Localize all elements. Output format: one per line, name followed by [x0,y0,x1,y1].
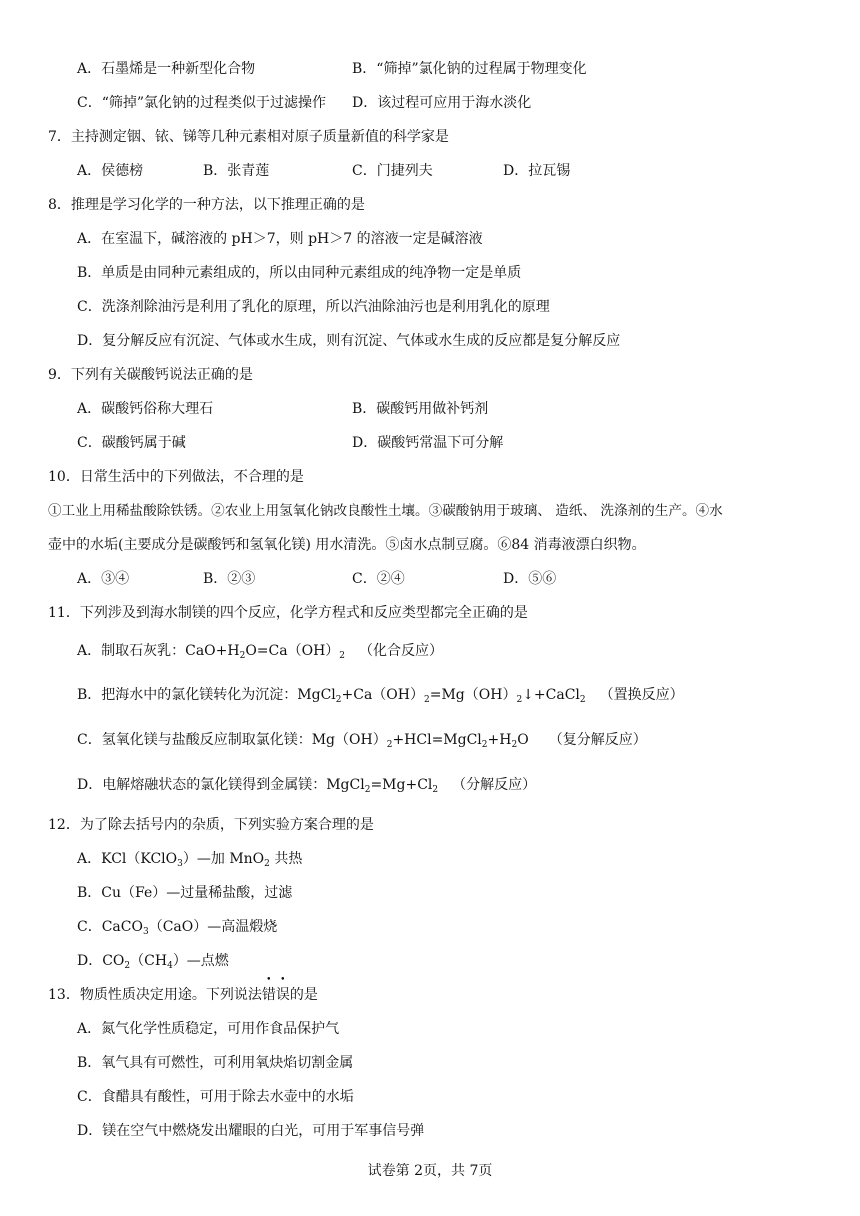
q8-option-b: B．单质是由同种元素组成的，所以由同种元素组成的纯净物一定是单质 [77,265,522,281]
q11-d-reaction-type: （分解反应） [452,777,537,793]
page-footer: 试卷第 2页，共 7页 [367,1163,493,1179]
q11-d-text: D．电解熔融状态的氯化镁得到金属镁：MgCl [77,777,365,793]
q9-option-a: A．碳酸钙俗称大理石 [77,401,214,417]
q7-option-d: D．拉瓦锡 [503,163,571,179]
q12-d-sub-2: 4 [167,961,173,971]
q10-body-line-1: ①工业上用稀盐酸除铁锈。②农业上用氢氧化钠改良酸性土壤。③碳酸钠用于玻璃、 造纸、 洗涤剂的生产。④水 [48,503,723,519]
q11-option-b [77,686,684,704]
q13-option-b: B．氧气具有可燃性，可利用氧炔焰切割金属 [77,1055,354,1071]
q13-stem-text: 13．物质性质决定用途。下列说法 [48,987,262,1003]
q11-a-sub-1: 2 [239,651,246,661]
q11-option-c [77,731,647,749]
q11-b-formula-1: +Ca（OH） [341,687,424,703]
q11-c-sub-3: 2 [511,740,518,750]
q11-c-text: C．氢氧化镁与盐酸反应制取氯化镁：Mg（OH） [77,732,387,748]
q13-stem-text-end: 的是 [289,987,318,1003]
q12-c-text-2: （CaO）—高温煅烧 [148,919,278,935]
q13-stem [48,986,318,1004]
q11-c-formula-1: +HCl=MgCl [392,732,482,748]
q7-option-c: C．门捷列夫 [352,163,433,179]
q9-stem: 9．下列有关碳酸钙说法正确的是 [48,367,253,383]
q13-option-d: D．镁在空气中燃烧发出耀眼的白光，可用于军事信号弹 [77,1123,425,1139]
q6-option-d: D．该过程可应用于海水淡化 [352,95,532,111]
q12-d-text: D．CO [77,953,125,969]
q12-c-sub-1: 3 [142,927,149,937]
q12-a-sub-1: 3 [177,859,183,869]
q11-b-text: B．把海水中的氯化镁转化为沉淀：MgCl [77,687,336,703]
q11-c-sub-1: 2 [386,740,393,750]
q8-option-a: A．在室温下，碱溶液的 pH＞7，则 pH＞7 的溶液一定是碱溶液 [77,231,483,247]
q11-c-sub-2: 2 [481,740,488,750]
q12-a-text-2: ）—加 MnO [182,851,265,867]
q11-a-formula: O=Ca（OH） [245,643,340,659]
q8-stem: 8．推理是学习化学的一种方法，以下推理正确的是 [48,197,365,213]
q12-a-text-3: 共热 [269,851,303,867]
q9-option-c: C．碳酸钙属于碱 [77,435,186,451]
q11-b-formula-2: =Mg（OH） [429,687,517,703]
q11-a-reaction-type: （化合反应） [359,643,444,659]
q10-option-d: D．⑤⑥ [503,571,557,587]
q13-option-c: C．食醋具有酸性，可用于除去水壶中的水垢 [77,1089,354,1105]
q12-c-text: C．CaCO [77,919,143,935]
q11-d-sub-2: 2 [432,785,439,795]
q12-stem: 12．为了除去括号内的杂质，下列实验方案合理的是 [48,817,374,833]
q11-a-text: A．制取石灰乳：CaO+H [77,643,240,659]
q9-option-b: B．碳酸钙用做补钙剂 [352,401,489,417]
q11-b-sub-2: 2 [424,695,430,705]
q11-c-reaction-type: （复分解反应） [548,732,647,748]
q8-option-c: C．洗涤剂除油污是利用了乳化的原理，所以汽油除油污也是利用乳化的原理 [77,299,550,315]
q10-stem: 10．日常生活中的下列做法，不合理的是 [48,469,304,485]
q12-a-sub-2: 2 [264,859,270,869]
q11-option-d [77,776,536,794]
q10-option-b: B．②③ [203,571,256,587]
q12-a-text: A．KCl（KClO [77,851,178,867]
q11-stem: 11．下列涉及到海水制镁的四个反应，化学方程式和反应类型都完全正确的是 [48,605,528,621]
q11-b-reaction-type: （置换反应） [599,687,684,703]
q12-d-sub-1: 2 [124,961,131,971]
q7-option-b: B．张青莲 [203,163,270,179]
q13-emphasis-2: 误 [275,987,290,1003]
q7-option-a: A．侯德榜 [77,163,144,179]
q12-option-b: B．Cu（Fe）—过量稀盐酸，过滤 [77,885,293,901]
q11-d-formula-1: =Mg+Cl [370,777,433,793]
q7-stem: 7．主持测定铟、铱、锑等几种元素相对原子质量新值的科学家是 [48,129,449,145]
q11-b-sub-1: 2 [335,695,342,705]
q12-option-c [77,918,277,936]
q12-d-text-2: （CH [130,953,168,969]
q10-body-line-2: 壶中的水垢(主要成分是碳酸钙和氢氧化镁) 用水清洗。⑤卤水点制豆腐。⑥84 消毒液漂白织物。 [48,537,646,553]
q11-b-sub-4: 2 [579,695,586,705]
q12-option-d [77,952,229,970]
q10-option-c: C．②④ [352,571,405,587]
q8-option-d: D．复分解反应有沉淀、气体或水生成，则有沉淀、气体或水生成的反应都是复分解反应 [77,333,621,349]
q10-option-a: A．③④ [77,571,130,587]
q11-c-formula-2: +H [487,732,512,748]
q13-emphasis-1: 错 [261,987,276,1003]
q6-option-a: A．石墨烯是一种新型化合物 [77,61,256,77]
q11-b-formula-3: ↓+CaCl [522,687,580,703]
q6-option-c: C．“筛掉”氯化钠的过程类似于过滤操作 [77,95,327,111]
q12-option-a [77,850,302,868]
q11-option-a [77,642,443,660]
q9-option-d: D．碳酸钙常温下可分解 [352,435,504,451]
q11-a-sub-2: 2 [339,651,346,661]
q6-option-b: B．“筛掉”氯化钠的过程属于物理变化 [352,61,587,77]
q12-d-text-3: ）—点燃 [172,953,229,969]
q13-option-a: A．氮气化学性质稳定，可用作食品保护气 [77,1021,340,1037]
q11-c-formula-3: O [517,732,529,748]
q11-d-sub-1: 2 [364,785,371,795]
q11-b-sub-3: 2 [516,695,523,705]
